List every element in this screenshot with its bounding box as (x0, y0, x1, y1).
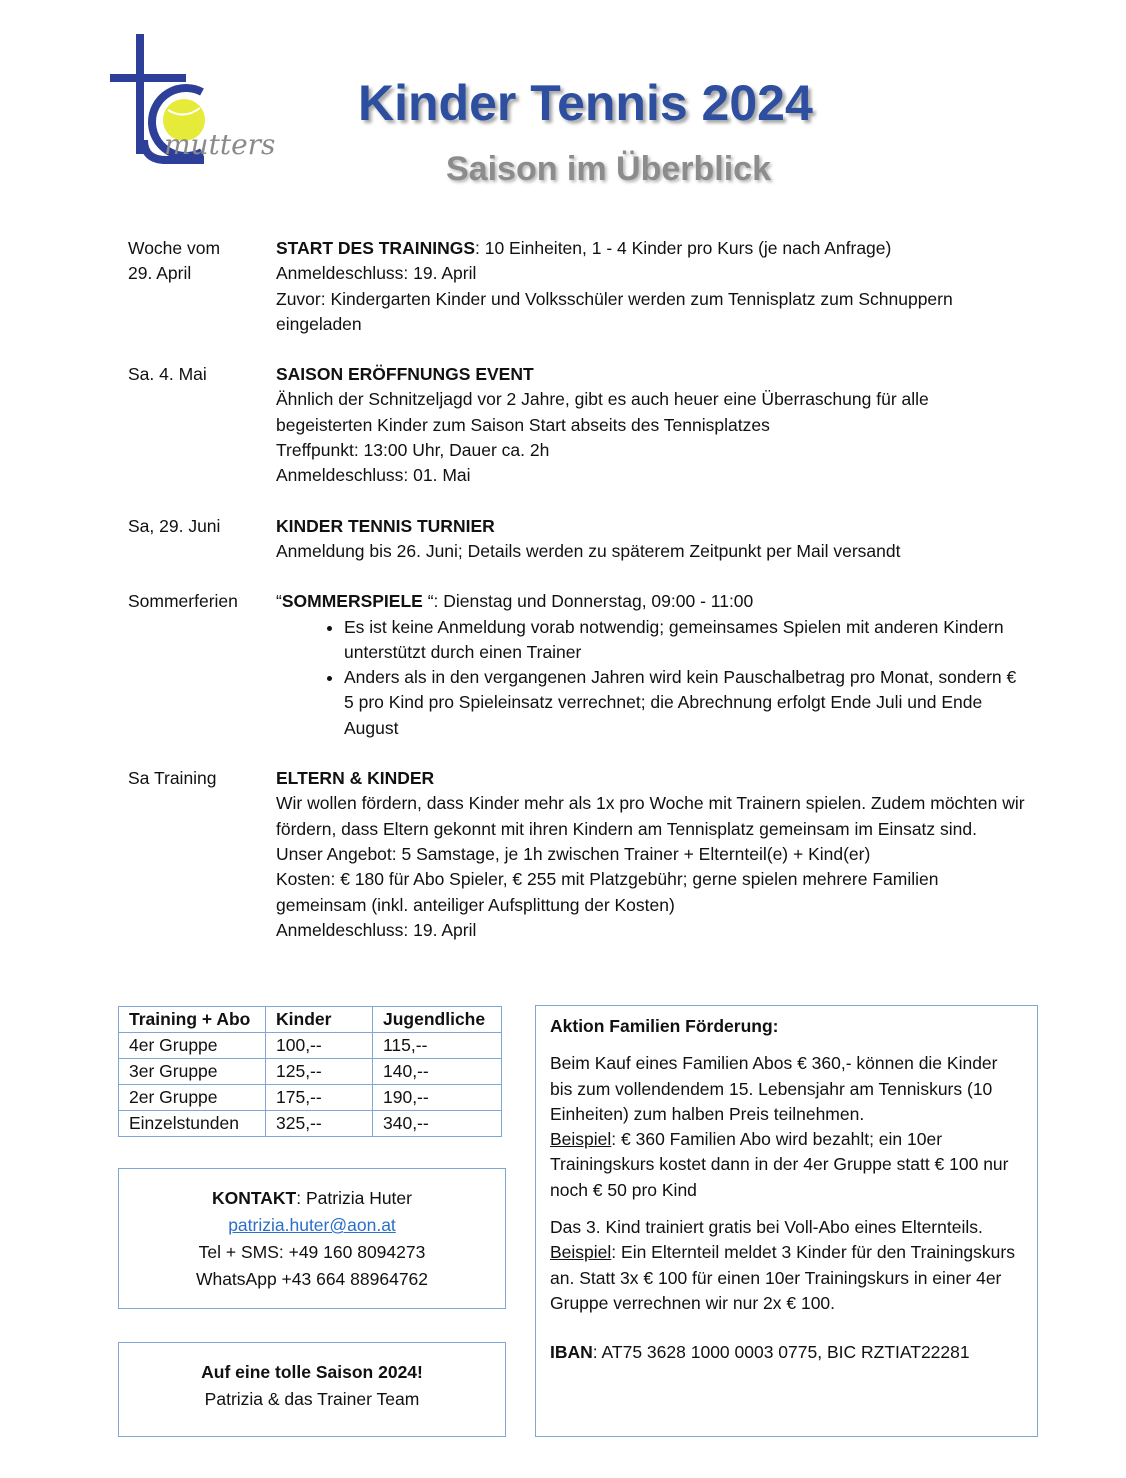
event-date: Sa, 29. Juni (128, 515, 221, 536)
promo-text: Beim Kauf eines Familien Abos € 360,- können die Kinder bis zum vollendendem 15. Lebensjahr am Tenniskurs (10 Einheiten) zum halben Preis teilnehmen. Beispiel: € 360 Familien Abo wird bezahlt; ein 10er Trainingskurs kostet dann in der 4er Gruppe statt € 100 nur noch € 50 pro Kind (550, 1053, 1009, 1200)
table-cell: 2er Gruppe (119, 1085, 266, 1111)
email-link[interactable]: patrizia.huter@aon.at (228, 1215, 396, 1235)
table-row (119, 1085, 502, 1111)
promo-text: Das 3. Kind trainiert gratis bei Voll-Abo eines Elternteils. Beispiel: Ein Elternteil meldet 3 Kinder für den Trainingskurs an. Statt 3x € 100 für einen 10er Trainingskurs in einer 4er Gruppe verrechnen wir nur 2x € 100. (550, 1217, 1015, 1313)
event-heading: SAISON ERÖFFNUNGS EVENT (276, 364, 534, 385)
event-heading: KINDER TENNIS TURNIER (276, 515, 495, 536)
contact-phone: Tel + SMS: +49 160 8094273 (198, 1242, 426, 1262)
event-date: Sommerferien (128, 591, 238, 612)
closing-line: Auf eine tolle Saison 2024! (201, 1362, 423, 1382)
bullet-list (276, 615, 1028, 741)
table-header: Training + Abo (119, 1007, 266, 1033)
page-subtitle: Saison im Überblick (446, 150, 771, 188)
contact-box (118, 1168, 506, 1309)
table-cell: 325,-- (266, 1111, 373, 1137)
table-cell: 125,-- (266, 1059, 373, 1085)
event-training-start (128, 236, 1028, 337)
logo-text: mutters (164, 128, 276, 161)
promo-heading: Aktion Familien Förderung: (550, 1016, 779, 1036)
table-row (119, 1033, 502, 1059)
price-table (118, 1006, 502, 1137)
family-promo-box (535, 1005, 1038, 1437)
table-header: Kinder (266, 1007, 373, 1033)
contact-whatsapp: WhatsApp +43 664 88964762 (195, 1269, 429, 1289)
event-season-opening (128, 362, 1028, 488)
event-summer-games (128, 589, 1028, 741)
table-header-row (119, 1007, 502, 1033)
table-row (119, 1111, 502, 1137)
event-heading: ELTERN & KINDER (276, 768, 435, 789)
event-tournament (128, 514, 1028, 565)
event-details: START DES TRAININGS: 10 Einheiten, 1 - 4 Kinder pro Kurs (je nach Anfrage) Anmeldeschluss: 19. April Zuvor: Kindergarten Kinder und Volksschüler werden zum Tennisplatz zum Schnuppern eingeladen (276, 238, 953, 334)
closing-signature: Patrizia & das Trainer Team (204, 1389, 420, 1409)
table-cell: 4er Gruppe (119, 1033, 266, 1059)
table-row (119, 1059, 502, 1085)
table-header: Jugendliche (373, 1007, 502, 1033)
table-cell: Einzelstunden (119, 1111, 266, 1137)
closing-box (118, 1342, 506, 1437)
table-cell: 175,-- (266, 1085, 373, 1111)
event-heading: START DES TRAININGS (276, 238, 475, 258)
event-details: KINDER TENNIS TURNIER Anmeldung bis 26. Juni; Details werden zu späterem Zeitpunkt per Mail versandt (276, 514, 1028, 565)
event-date: Sa Training (128, 768, 217, 789)
club-logo (104, 30, 284, 180)
event-date: Sa. 4. Mai (128, 364, 207, 385)
event-list (128, 236, 1028, 968)
list-item: • Anders als in den vergangenen Jahren wird kein Pauschalbetrag pro Monat, sondern € 5 pro Kind pro Spieleinsatz verrechnet; die Abrechnung erfolgt Ende Juli und Ende August (344, 665, 1028, 741)
list-item: • Es ist keine Anmeldung vorab notwendig; gemeinsames Spielen mit anderen Kindern unterstützt durch einen Trainer (344, 615, 1028, 666)
event-details: SAISON ERÖFFNUNGS EVENT Ähnlich der Schnitzeljagd vor 2 Jahre, gibt es auch heuer eine Überraschung für alle begeisterten Kinder zum Saison Start abseits des Tennisplatzes Treffpunkt: 13:00 Uhr, Dauer ca. 2h Anmeldeschluss: 01. Mai (276, 362, 1028, 488)
page-title: Kinder Tennis 2024 (358, 75, 813, 131)
event-heading: SOMMERSPIELE (281, 591, 428, 612)
table-cell: 100,-- (266, 1033, 373, 1059)
table-cell: 190,-- (373, 1085, 502, 1111)
table-cell: 115,-- (373, 1033, 502, 1059)
event-details: “SOMMERSPIELE “: Dienstag und Donnerstag, 09:00 - 11:00 • Es ist keine Anmeldung vorab notwendig; gemeinsames Spielen mit anderen Kindern unterstützt durch einen Trainer • Anders als in den vergangenen Jahren wird kein Pauschalbetrag pro Monat, sondern € 5 pro Kind pro Spieleinsatz verrechnet; die Abrechnung erfolgt Ende Juli und Ende August (276, 589, 1028, 741)
table-cell: 3er Gruppe (119, 1059, 266, 1085)
contact-name: : Patrizia Huter (296, 1188, 412, 1208)
bank-details: IBAN: AT75 3628 1000 0003 0775, BIC RZTIAT22281 (550, 1342, 970, 1363)
table-cell: 140,-- (373, 1059, 502, 1085)
table-cell: 340,-- (373, 1111, 502, 1137)
contact-label: KONTAKT (212, 1188, 297, 1208)
event-parents-kids (128, 766, 1028, 943)
event-date: Woche vom 29. April (128, 238, 221, 284)
event-details: ELTERN & KINDER Wir wollen fördern, dass Kinder mehr als 1x pro Woche mit Trainern spielen. Zudem möchten wir fördern, dass Eltern gekonnt mit ihren Kindern am Tennisplatz gemeinsam im Einsatz sind. Unser Angebot: 5 Samstage, je 1h zwischen Trainer + Elternteil(e) + Kind(er) Kosten: € 180 für Abo Spieler, € 255 mit Platzgebühr; gerne spielen mehrere Familien gemeinsam (inkl. anteiliger Aufsplittung der Kosten) Anmeldeschluss: 19. April (276, 766, 1028, 943)
